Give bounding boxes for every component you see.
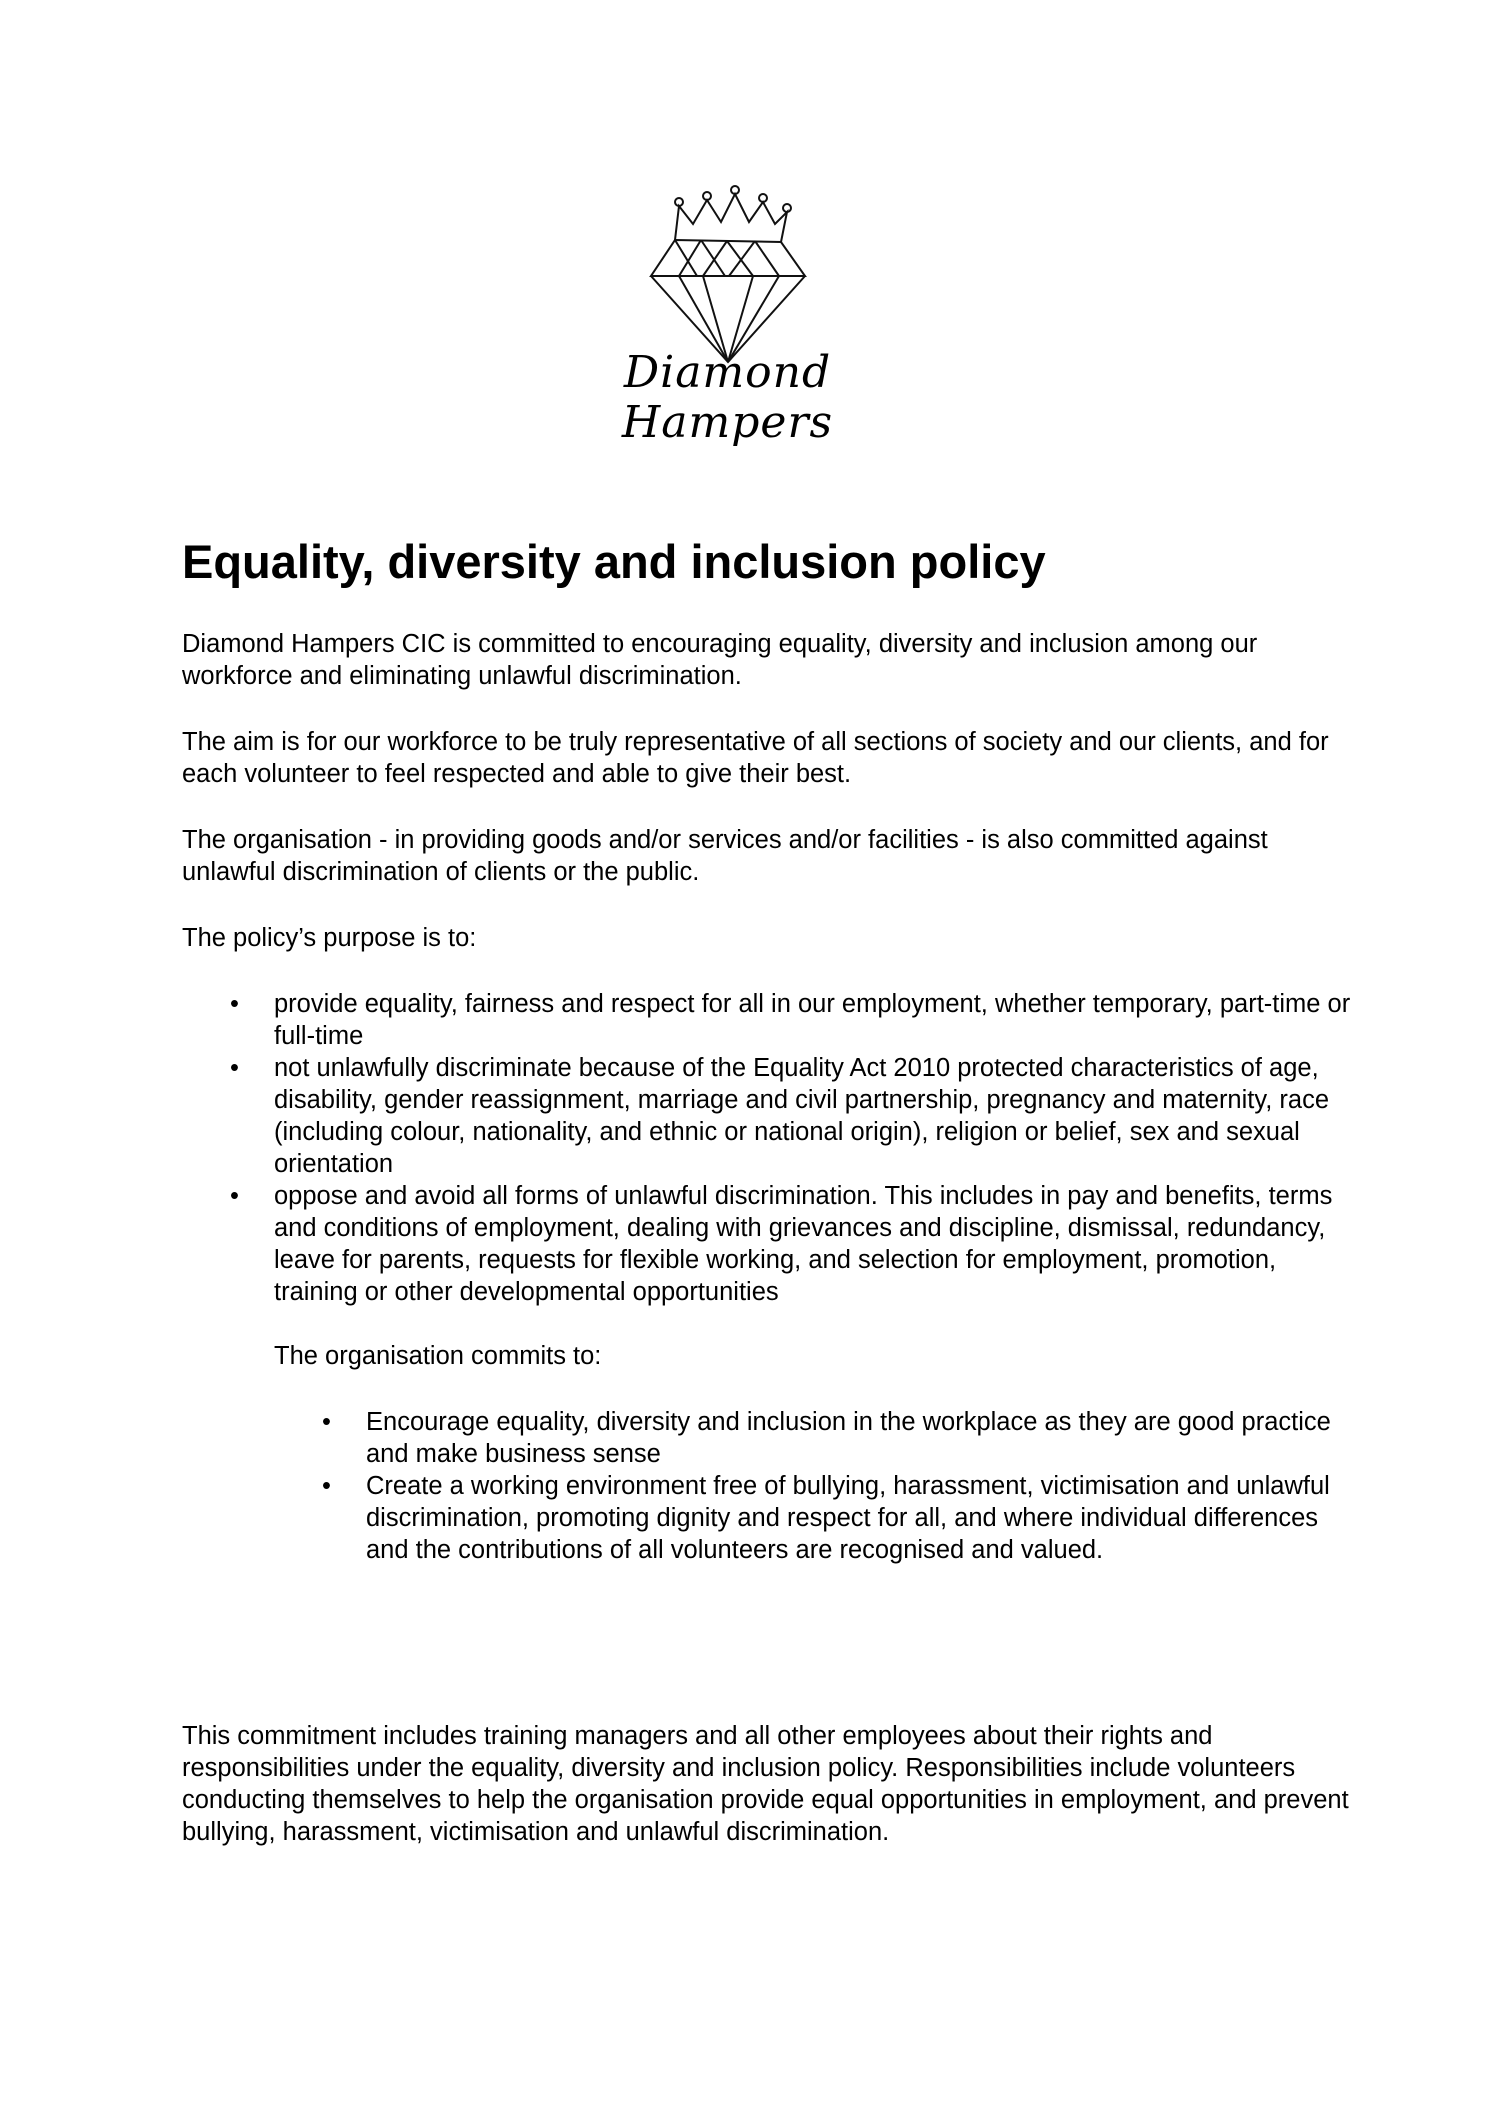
- paragraph-aim: The aim is for our workforce to be truly representative of all sections of society and our clients, and for each volunteer to feel respected and able to give their best.: [182, 728, 1329, 788]
- purpose-intro: The policy’s purpose is to:: [182, 924, 477, 952]
- closing-paragraph: This commitment includes training managers and all other employees about their rights and responsibilities under the equality, diversity and inclusion policy. Responsibilities include volunteers conducting themselves to help the organisation provide equal opportunities in employment, and prevent bullying, harassment, victimisation and unlawful discrimination.: [182, 1722, 1349, 1846]
- list-item: • provide equality, fairness and respect for all in our employment, whether temporary, part-time or full-time: [274, 988, 1352, 1052]
- list-item: • Encourage equality, diversity and inclusion in the workplace as they are good practice and make business sense: [366, 1406, 1352, 1470]
- list-item: • oppose and avoid all forms of unlawful discrimination. This includes in pay and benefits, terms and conditions of employment, dealing with grievances and discipline, dismissal, redundancy, leave for parents, requests for flexible working, and selection for employment, promotion, training or other developmental opportunities: [274, 1180, 1352, 1308]
- list-item: • not unlawfully discriminate because of the Equality Act 2010 protected characteristics of age, disability, gender reassignment, marriage and civil partnership, pregnancy and maternity, race (including colour, nationality, and ethnic or national origin), religion or belief, sex and sexual orientation: [274, 1052, 1352, 1180]
- paragraph-commitment: Diamond Hampers CIC is committed to encouraging equality, diversity and inclusion among our workforce and eliminating unlawful discrimination.: [182, 630, 1258, 690]
- policy-body: [182, 628, 1352, 1566]
- logo-text-line1: Diamond: [623, 347, 832, 398]
- list-item: • Create a working environment free of bullying, harassment, victimisation and unlawful discrimination, promoting dignity and respect for all, and where individual differences and the contributions of all volunteers are recognised and valued.: [366, 1470, 1352, 1566]
- page-title: Equality, diversity and inclusion policy: [182, 535, 1046, 588]
- logo-text-line2: Hampers: [621, 397, 834, 448]
- commits-list: [182, 1406, 1352, 1566]
- purpose-list: [182, 988, 1352, 1308]
- diamond-hampers-logo: [615, 180, 840, 470]
- paragraph-goods-services: The organisation - in providing goods and/or services and/or facilities - is also committed against unlawful discrimination of clients or the public.: [182, 826, 1268, 886]
- commits-intro: The organisation commits to:: [274, 1342, 602, 1370]
